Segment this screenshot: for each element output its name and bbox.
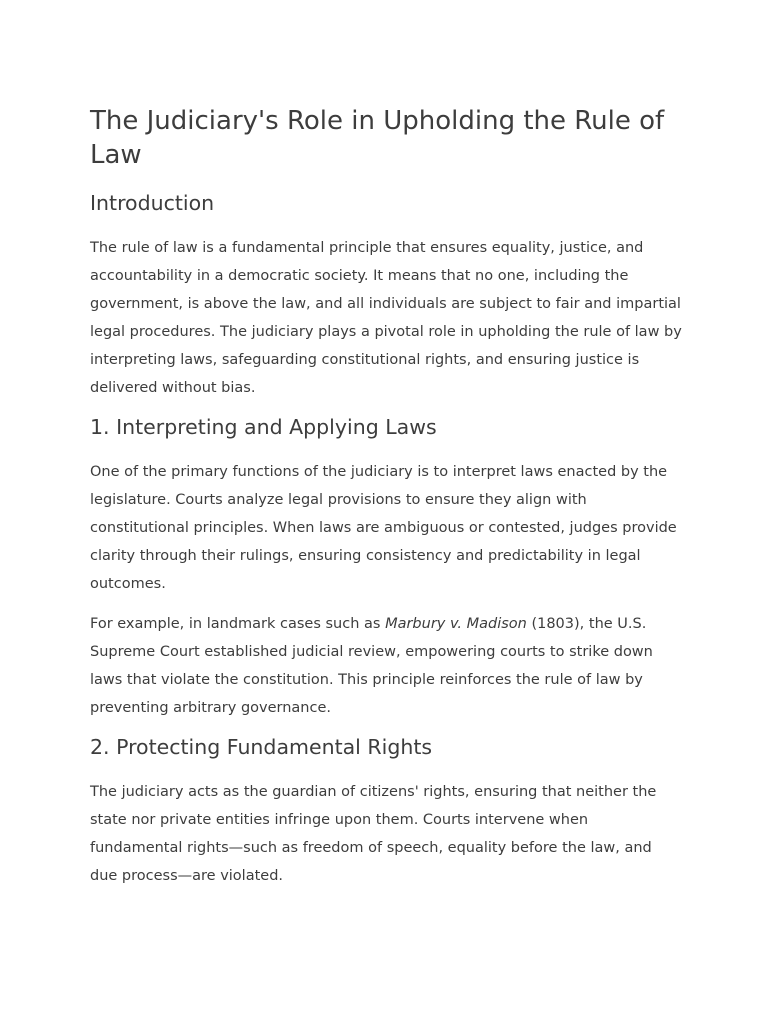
- document-title: The Judiciary's Role in Upholding the Rule of Law: [90, 106, 665, 170]
- case-name: Marbury v. Madison: [385, 616, 527, 632]
- section-2-paragraph-1: The judiciary acts as the guardian of citizens' rights, ensuring that neither the state nor private entities infringe upon them. Courts intervene when fundamental rights—such as freedom of speech, equality before the law, and due process—are violated.: [90, 784, 657, 884]
- section-1-paragraph-2: [90, 610, 682, 722]
- section-1-paragraph-1: One of the primary functions of the judiciary is to interpret laws enacted by the legislature. Courts analyze legal provisions to ensure they align with constitutional principles. When laws are ambiguous or contested, judges provide clarity through their rulings, ensuring consistency and predictability in legal outcomes.: [90, 464, 677, 592]
- document-page: [90, 104, 682, 902]
- section-1-paragraph-2-rest: (1803), the U.S. Supreme Court established judicial review, empowering courts to strike down laws that violate the constitution. This principle reinforces the rule of law by preventing arbitrary governance.: [90, 616, 653, 716]
- section-1-paragraph-2-lead: For example, in landmark cases such as: [90, 616, 386, 632]
- section-1-heading: 1. Interpreting and Applying Laws: [90, 415, 437, 439]
- introduction-paragraph: The rule of law is a fundamental principle that ensures equality, justice, and accountability in a democratic society. It means that no one, including the government, is above the law, and all individuals are subject to fair and impartial legal procedures. The judiciary plays a pivotal role in upholding the rule of law by interpreting laws, safeguarding constitutional rights, and ensuring justice is delivered without bias.: [90, 240, 682, 396]
- section-2-heading: 2. Protecting Fundamental Rights: [90, 735, 433, 759]
- introduction-heading: Introduction: [90, 191, 215, 215]
